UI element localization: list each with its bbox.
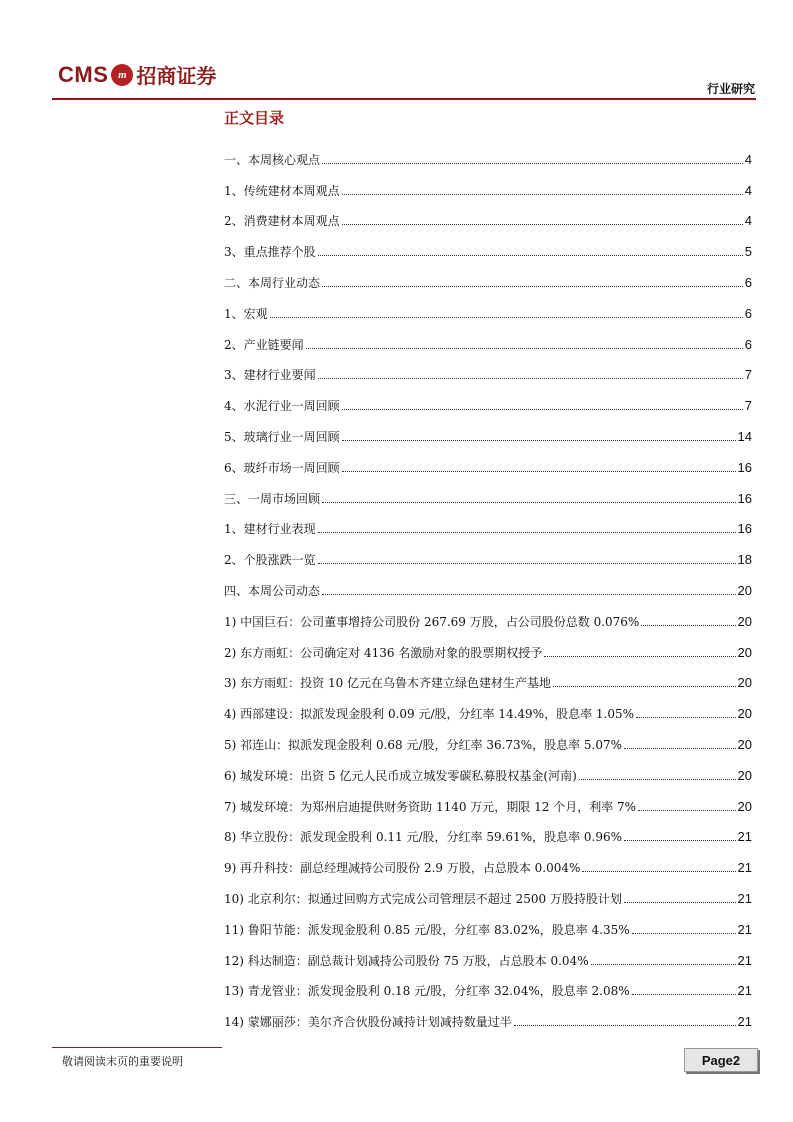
toc-entry[interactable] bbox=[224, 144, 752, 175]
toc-entry-page: 14 bbox=[737, 429, 752, 445]
toc-entry-label: 1、宏观 bbox=[224, 306, 268, 321]
toc-entry-page: 21 bbox=[737, 891, 752, 907]
toc-leader-dots bbox=[591, 964, 736, 965]
toc-entry[interactable] bbox=[224, 606, 752, 637]
toc-entry-label: 6、玻纤市场一周回顾 bbox=[224, 460, 340, 475]
toc-entry-page: 4 bbox=[744, 151, 752, 167]
toc-entry[interactable] bbox=[224, 883, 752, 914]
toc-entry-page: 20 bbox=[737, 613, 752, 629]
toc-leader-dots bbox=[318, 255, 743, 256]
toc-entry-label: 2) 东方雨虹：公司确定对 4136 名激励对象的股票期权授予 bbox=[224, 645, 543, 660]
page-header bbox=[0, 0, 793, 100]
toc-entry-label: 2、消费建材本周观点 bbox=[224, 214, 340, 229]
toc-entry[interactable] bbox=[224, 668, 752, 699]
logo-emblem-icon: m bbox=[111, 64, 133, 86]
toc-entry-label: 9) 再升科技：副总经理减持公司股份 2.9 万股，占总股本 0.004% bbox=[224, 861, 581, 876]
toc-entry[interactable] bbox=[224, 637, 752, 668]
toc-leader-dots bbox=[318, 532, 736, 533]
header-divider bbox=[52, 98, 756, 100]
toc-leader-dots bbox=[632, 994, 736, 995]
toc-entry-page: 6 bbox=[744, 336, 752, 352]
toc-entry-label: 4) 西部建设：拟派发现金股利 0.09 元/股，分红率 14.49%，股息率 1.05% bbox=[224, 707, 635, 722]
toc-entry-page: 20 bbox=[737, 583, 752, 599]
toc-entry-page: 16 bbox=[737, 459, 752, 475]
toc-entry-label: 5) 祁连山：拟派发现金股利 0.68 元/股，分红率 36.73%，股息率 5.07% bbox=[224, 738, 623, 753]
toc-leader-dots bbox=[582, 871, 735, 872]
toc-entry-page: 18 bbox=[737, 552, 752, 568]
toc-entry-label: 二、本周行业动态 bbox=[224, 276, 321, 291]
toc-leader-dots bbox=[318, 378, 743, 379]
toc-entry[interactable] bbox=[224, 483, 752, 514]
toc-entry-label: 8) 华立股份：派发现金股利 0.11 元/股，分红率 59.61%，股息率 0.96% bbox=[224, 830, 623, 845]
toc-entry[interactable] bbox=[224, 822, 752, 853]
toc-entry[interactable] bbox=[224, 329, 752, 360]
toc-entry[interactable] bbox=[224, 236, 752, 267]
toc-title: 正文目录 bbox=[224, 109, 285, 127]
toc-entry[interactable] bbox=[224, 698, 752, 729]
toc-entry[interactable] bbox=[224, 544, 752, 575]
toc-entry-page: 21 bbox=[737, 829, 752, 845]
toc-entry-page: 21 bbox=[737, 952, 752, 968]
toc-leader-dots bbox=[342, 224, 743, 225]
toc-entry-page: 16 bbox=[737, 490, 752, 506]
toc-leader-dots bbox=[624, 748, 736, 749]
toc-leader-dots bbox=[553, 686, 735, 687]
toc-leader-dots bbox=[342, 440, 736, 441]
logo-chinese-text: 招商证券 bbox=[136, 64, 217, 88]
toc-leader-dots bbox=[306, 348, 743, 349]
toc-entry-label: 三、一周市场回顾 bbox=[224, 491, 321, 506]
toc-leader-dots bbox=[322, 286, 743, 287]
toc-entry-page: 16 bbox=[737, 521, 752, 537]
toc-leader-dots bbox=[624, 902, 736, 903]
toc-entry-label: 10) 北京利尔：拟通过回购方式完成公司管理层不超过 2500 万股持股计划 bbox=[224, 892, 622, 907]
toc-entry-page: 20 bbox=[737, 644, 752, 660]
toc-leader-dots bbox=[579, 779, 736, 780]
toc-entry[interactable] bbox=[224, 267, 752, 298]
toc-entry-label: 5、玻璃行业一周回顾 bbox=[224, 430, 340, 445]
toc-entry[interactable] bbox=[224, 390, 752, 421]
toc-leader-dots bbox=[342, 471, 736, 472]
toc-entry[interactable] bbox=[224, 914, 752, 945]
toc-entry[interactable] bbox=[224, 421, 752, 452]
toc-entry-page: 20 bbox=[737, 737, 752, 753]
toc-entry-page: 20 bbox=[737, 675, 752, 691]
toc-entry-page: 4 bbox=[744, 213, 752, 229]
toc-leader-dots bbox=[624, 840, 736, 841]
toc-leader-dots bbox=[544, 656, 735, 657]
toc-entry-label: 11) 鲁阳节能：派发现金股利 0.85 元/股，分红率 83.02%，股息率 4.35% bbox=[224, 922, 630, 937]
toc-entry-label: 1、建材行业表现 bbox=[224, 522, 316, 537]
toc-entry-label: 四、本周公司动态 bbox=[224, 584, 321, 599]
toc-entry[interactable] bbox=[224, 852, 752, 883]
toc-leader-dots bbox=[641, 625, 735, 626]
toc-entry-page: 21 bbox=[737, 983, 752, 999]
toc-entry[interactable] bbox=[224, 729, 752, 760]
toc-entry-label: 2、产业链要闻 bbox=[224, 337, 304, 352]
toc-entry-page: 6 bbox=[744, 275, 752, 291]
toc-entry-label: 12) 科达制造：副总裁计划减持公司股份 75 万股，占总股本 0.04% bbox=[224, 953, 589, 968]
company-logo bbox=[58, 60, 216, 89]
toc-entry-page: 7 bbox=[744, 398, 752, 414]
toc-entry[interactable] bbox=[224, 360, 752, 391]
toc-leader-dots bbox=[514, 1025, 736, 1026]
toc-entry-label: 1、传统建材本周观点 bbox=[224, 183, 340, 198]
toc-entry[interactable] bbox=[224, 1006, 752, 1037]
toc-entry[interactable] bbox=[224, 760, 752, 791]
toc-entry-page: 20 bbox=[737, 767, 752, 783]
toc-leader-dots bbox=[322, 594, 736, 595]
toc-entry[interactable] bbox=[224, 298, 752, 329]
toc-entry-label: 14) 蒙娜丽莎：美尔齐合伙股份减持计划减持数量过半 bbox=[224, 1015, 512, 1030]
toc-entry-label: 6) 城发环境：出资 5 亿元人民币成立城发零碳私募股权基金(河南) bbox=[224, 768, 577, 783]
toc-entry[interactable] bbox=[224, 175, 752, 206]
toc-entry-page: 20 bbox=[737, 798, 752, 814]
toc-entry-label: 2、个股涨跌一览 bbox=[224, 553, 316, 568]
toc-entry[interactable] bbox=[224, 976, 752, 1007]
toc-entry-label: 3、建材行业要闻 bbox=[224, 368, 316, 383]
toc-entry-label: 13) 青龙管业：派发现金股利 0.18 元/股，分红率 32.04%，股息率 2.08% bbox=[224, 984, 630, 999]
toc-leader-dots bbox=[322, 163, 743, 164]
toc-entry-page: 7 bbox=[744, 367, 752, 383]
toc-entry[interactable] bbox=[224, 945, 752, 976]
toc-entry-page: 21 bbox=[737, 921, 752, 937]
toc-entry[interactable] bbox=[224, 452, 752, 483]
toc-entry-page: 4 bbox=[744, 182, 752, 198]
toc-entry-label: 1) 中国巨石：公司董事增持公司股份 267.69 万股，占公司股份总数 0.076% bbox=[224, 614, 640, 629]
toc-entry-label: 4、水泥行业一周回顾 bbox=[224, 399, 340, 414]
toc-list bbox=[224, 144, 752, 1037]
toc-leader-dots bbox=[318, 563, 736, 564]
toc-leader-dots bbox=[638, 810, 735, 811]
toc-entry[interactable] bbox=[224, 575, 752, 606]
toc-entry-page: 6 bbox=[744, 305, 752, 321]
toc-entry-label: 3) 东方雨虹：投资 10 亿元在乌鲁木齐建立绿色建材生产基地 bbox=[224, 676, 552, 691]
toc-entry-label: 一、本周核心观点 bbox=[224, 152, 321, 167]
section-tag: 行业研究 bbox=[706, 82, 755, 96]
page-number-badge: Page2 bbox=[684, 1048, 758, 1072]
toc-leader-dots bbox=[632, 933, 736, 934]
toc-entry-label: 3、重点推荐个股 bbox=[224, 245, 316, 260]
toc-leader-dots bbox=[322, 502, 736, 503]
footer-divider bbox=[52, 1047, 222, 1048]
footer-disclaimer: 敬请阅读末页的重要说明 bbox=[62, 1055, 183, 1068]
toc-entry-page: 20 bbox=[737, 706, 752, 722]
toc-entry-page: 21 bbox=[737, 860, 752, 876]
toc-entry[interactable] bbox=[224, 791, 752, 822]
logo-latin-text: CMS bbox=[58, 61, 109, 87]
toc-entry-page: 5 bbox=[744, 244, 752, 260]
toc-entry[interactable] bbox=[224, 514, 752, 545]
toc-entry[interactable] bbox=[224, 206, 752, 237]
toc-leader-dots bbox=[270, 317, 743, 318]
toc-leader-dots bbox=[636, 717, 736, 718]
toc-entry-page: 21 bbox=[737, 1014, 752, 1030]
toc-entry-label: 7) 城发环境：为郑州启迪提供财务资助 1140 万元，期限 12 个月，利率 7% bbox=[224, 799, 637, 814]
toc-leader-dots bbox=[342, 194, 743, 195]
toc-leader-dots bbox=[342, 409, 743, 410]
